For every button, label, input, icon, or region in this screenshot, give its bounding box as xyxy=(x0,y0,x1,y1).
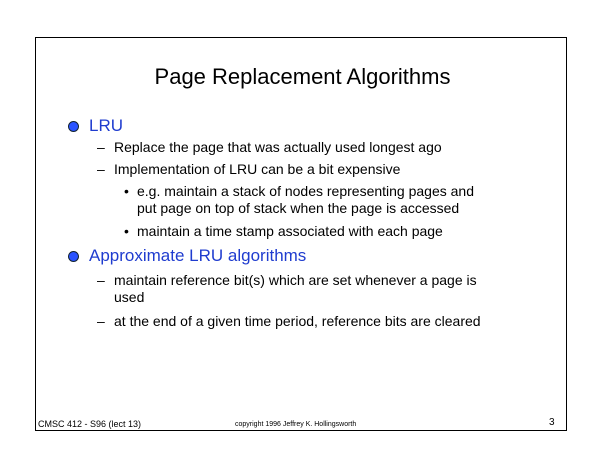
footer-copyright: copyright 1996 Jeffrey K. Hollingsworth xyxy=(235,421,357,428)
footer-course: CMSC 412 - S96 (lect 13) xyxy=(38,419,142,429)
item-text: at the end of a given time period, reference bits are cleared xyxy=(114,313,481,329)
item-text-continued: put page on top of stack when the page is accessed xyxy=(137,200,460,216)
list-item xyxy=(97,272,477,306)
item-text: maintain a time stamp associated with each page xyxy=(137,223,443,239)
item-text-continued: used xyxy=(114,289,145,305)
list-item xyxy=(97,139,442,156)
page-number: 3 xyxy=(549,417,555,428)
bullet-lru xyxy=(68,116,123,136)
item-text: Replace the page that was actually used longest ago xyxy=(114,139,442,155)
sub-bullet-icon: • xyxy=(124,223,129,239)
item-text: e.g. maintain a stack of nodes representing pages and xyxy=(137,183,474,199)
dash-icon: – xyxy=(97,313,105,329)
dash-icon: – xyxy=(97,161,105,177)
sub-list-item xyxy=(124,183,474,217)
dash-icon: – xyxy=(97,139,105,155)
bullet-dot-icon xyxy=(68,251,79,262)
bullet-label: Approximate LRU algorithms xyxy=(89,246,307,265)
dash-icon: – xyxy=(97,272,105,288)
bullet-approximate-lru xyxy=(68,246,306,266)
bullet-label: LRU xyxy=(89,116,124,135)
slide-title: Page Replacement Algorithms xyxy=(154,64,451,89)
item-text: Implementation of LRU can be a bit expensive xyxy=(114,161,401,177)
list-item xyxy=(97,161,400,178)
item-text: maintain reference bit(s) which are set whenever a page is xyxy=(114,272,477,288)
bullet-dot-icon xyxy=(68,121,79,132)
sub-bullet-icon: • xyxy=(124,183,129,199)
sub-list-item xyxy=(124,223,443,240)
list-item xyxy=(97,313,481,330)
